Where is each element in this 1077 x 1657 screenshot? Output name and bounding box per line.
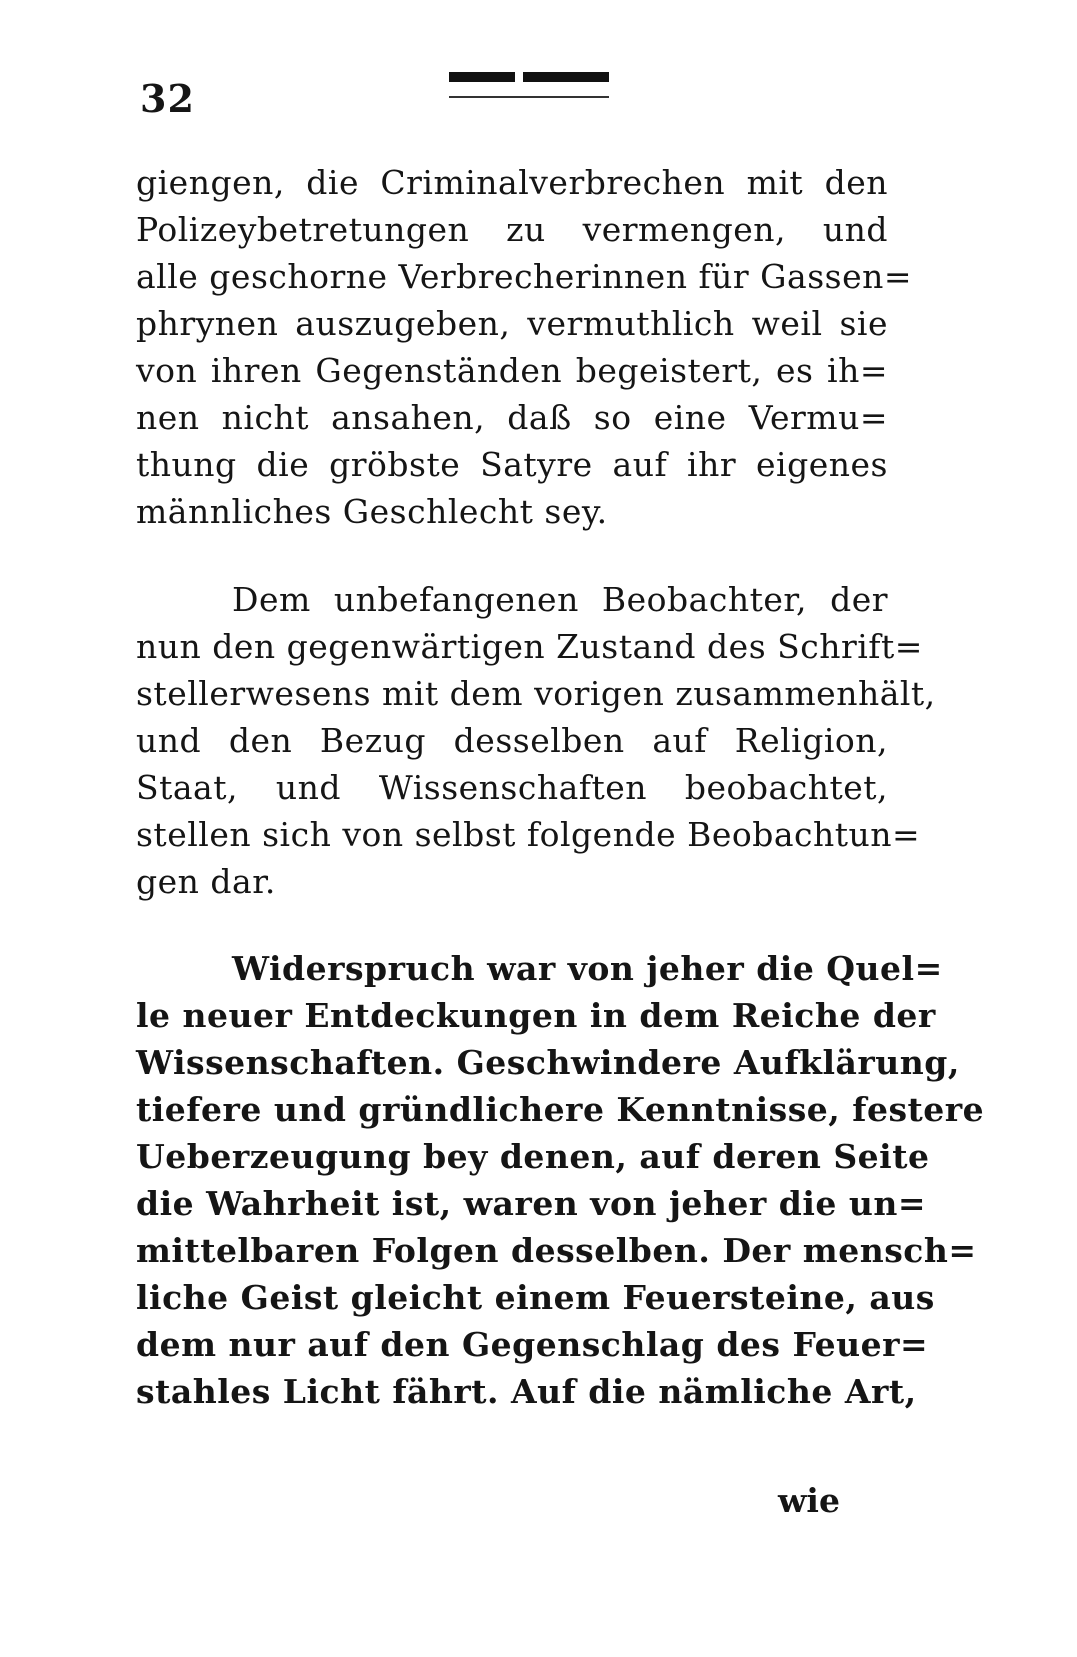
paragraph-2-line-2: nun den gegenwärtigen Zustand des Schrift= (136, 627, 923, 666)
paragraph-3-line-7: mittelbaren Folgen desselben. Der mensch= (136, 1231, 977, 1270)
paragraph-3-line-5: Ueberzeugung bey denen, auf deren Seite (136, 1137, 930, 1176)
paragraph-2-line-4: und den Bezug desselben auf Religion, (136, 721, 888, 760)
paragraph-1-line-5: von ihren Gegenständen begeistert, es ih= (136, 351, 888, 390)
paragraph-3-line-8: liche Geist gleicht einem Feuersteine, aus (136, 1278, 935, 1317)
paragraph-1-line-2: Polizeybetretungen zu vermengen, und (136, 210, 888, 249)
paragraph-3-line-3: Wissenschaften. Geschwindere Aufklärung, (136, 1043, 960, 1082)
header-rule-thick (449, 72, 609, 82)
header-rule-thin (449, 96, 609, 98)
paragraph-2-line-1: Dem unbefangenen Beobachter, der (232, 580, 888, 619)
paragraph-3-line-10: stahles Licht fährt. Auf die nämliche Art, (136, 1372, 917, 1411)
paragraph-1-line-6: nen nicht ansahen, daß so eine Vermu= (136, 398, 888, 437)
paragraph-1-line-8: männliches Geschlecht sey. (136, 492, 608, 531)
paragraph-2-line-5: Staat, und Wissenschaften beobachtet, (136, 768, 888, 807)
paragraph-3-line-6: die Wahrheit ist, waren von jeher die un= (136, 1184, 926, 1223)
paragraph-2-line-6: stellen sich von selbst folgende Beobachtun= (136, 815, 921, 854)
paragraph-3-line-2: le neuer Entdeckungen in dem Reiche der (136, 996, 936, 1035)
page-number: 32 (140, 76, 195, 121)
paragraph-3-line-9: dem nur auf den Gegenschlag des Feuer= (136, 1325, 929, 1364)
catchword: wie (778, 1481, 840, 1520)
paragraph-2-line-7: gen dar. (136, 862, 276, 901)
paragraph-2-line-3: stellerwesens mit dem vorigen zusammenhält, (136, 674, 936, 713)
header-ornament-rule (449, 72, 609, 104)
paragraph-1-line-7: thung die gröbste Satyre auf ihr eigenes (136, 445, 888, 484)
paragraph-1-line-1: giengen, die Criminalverbrechen mit den (136, 163, 888, 202)
paragraph-1-line-4: phrynen auszugeben, vermuthlich weil sie (136, 304, 888, 343)
paragraph-1-line-3: alle geschorne Verbrecherinnen für Gassen= (136, 257, 913, 296)
paragraph-3-line-4: tiefere und gründlichere Kenntnisse, festere (136, 1090, 985, 1129)
paragraph-3-line-1: Widerspruch war von jeher die Quel= (232, 949, 943, 988)
